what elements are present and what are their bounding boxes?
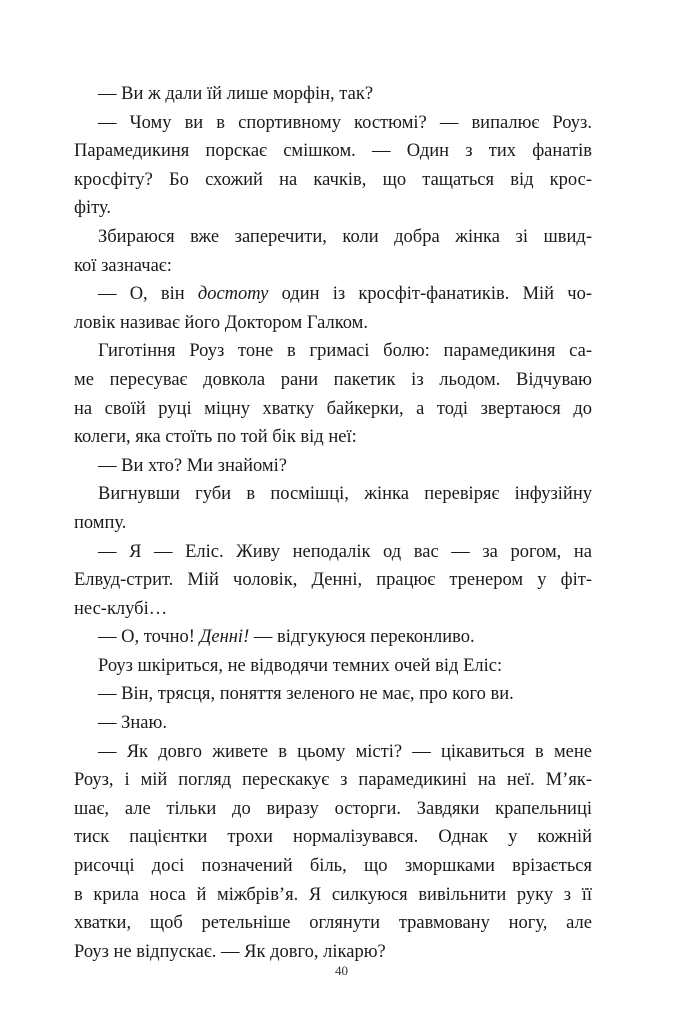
text-segment: — Чому ви в спортивному костюмі? — випалює Роуз.	[98, 112, 592, 133]
text-line	[74, 395, 592, 424]
text-segment: Елвуд-стрит. Мій чоловік, Денні, працює тренером у фіт-	[74, 570, 592, 591]
text-segment: — відгукуюся переконливо.	[249, 627, 475, 648]
text-segment: — Я — Еліс. Живу неподалік од вас — за рогом, на	[98, 541, 592, 562]
text-line	[74, 452, 592, 481]
text-line	[74, 795, 592, 824]
text-line	[74, 881, 592, 910]
text-line	[74, 337, 592, 366]
text-line	[74, 280, 592, 309]
text-line	[74, 137, 592, 166]
text-line	[74, 909, 592, 938]
text-segment: — О, точно!	[98, 627, 200, 648]
text-segment: Роуз не відпускає. — Як довго, лікарю?	[74, 941, 386, 962]
text-segment: Вигнувши губи в посмішці, жінка перевіряє інфузійну	[98, 484, 592, 505]
text-line	[74, 509, 592, 538]
text-line	[74, 566, 592, 595]
text-line	[74, 366, 592, 395]
text-line	[74, 194, 592, 223]
text-line	[74, 738, 592, 767]
text-line	[74, 680, 592, 709]
text-segment: Збираюся вже заперечити, коли добра жінка зі швид-	[98, 226, 592, 247]
text-segment: — Ви ж дали їй лише морфін, так?	[98, 84, 374, 104]
italic-text: Денні!	[199, 627, 250, 648]
text-line	[74, 166, 592, 195]
text-segment: — Як довго живете в цьому місті? — цікавиться в мене	[98, 741, 592, 762]
text-segment: — Ви хто? Ми знайомі?	[98, 455, 287, 476]
text-segment: ловік називає його Доктором Галком.	[74, 312, 369, 333]
text-segment: кої зазначає:	[74, 255, 172, 276]
text-segment: кросфіту? Бо схожий на качків, що тащаться від крос-	[74, 169, 592, 190]
text-segment: нес-клубі…	[74, 598, 168, 619]
text-line	[74, 423, 592, 452]
text-segment: — О, він	[98, 284, 198, 305]
text-segment: на своїй руці міцну хватку байкерки, а тоді звертаюся до	[74, 398, 592, 419]
text-line	[74, 709, 592, 738]
text-segment: ме пересуває довкола рани пакетик із льодом. Відчуваю	[74, 369, 592, 390]
text-segment: — Знаю.	[98, 713, 167, 734]
text-segment: Роуз, і мій погляд перескакує з парамедикині на неї. М’як-	[74, 770, 592, 791]
text-segment: Роуз шкіриться, не відводячи темних очей від Еліс:	[98, 655, 503, 676]
text-line	[74, 309, 592, 338]
text-line	[74, 480, 592, 509]
text-line	[74, 538, 592, 567]
text-segment: — Він, трясця, поняття зеленого не має, про кого ви.	[98, 684, 514, 705]
text-segment: Гиготіння Роуз тоне в гримасі болю: парамедикиня са-	[98, 341, 592, 362]
text-segment: хватки, щоб ретельніше оглянути травмовану ногу, але	[74, 913, 592, 934]
text-segment: фіту.	[74, 198, 111, 219]
text-line	[74, 823, 592, 852]
text-line	[74, 623, 592, 652]
text-segment: один із кросфіт-фанатиків. Мій чо-	[268, 284, 592, 305]
text-segment: Парамедикиня порскає смішком. — Один з тих фанатів	[74, 141, 592, 162]
text-line	[74, 852, 592, 881]
text-segment: шає, але тільки до виразу осторги. Завдяки крапельниці	[74, 798, 592, 819]
text-line	[74, 80, 592, 109]
text-line	[74, 109, 592, 138]
text-segment: тиск пацієнтки трохи нормалізувався. Однак у кожній	[74, 827, 592, 848]
page-number: 40	[335, 963, 348, 978]
text-line	[74, 766, 592, 795]
page-body-text	[74, 80, 592, 966]
text-segment: в крила носа й міжбрів’я. Я силкуюся вивільнити руку з її	[74, 884, 592, 905]
text-segment: колеги, яка стоїть по той бік від неї:	[74, 427, 357, 448]
text-segment: помпу.	[74, 512, 127, 533]
text-line	[74, 223, 592, 252]
italic-text: достоту	[197, 284, 269, 305]
text-line	[74, 595, 592, 624]
text-line	[74, 652, 592, 681]
text-segment: рисочці досі позначений біль, що зморшками врізається	[74, 856, 592, 877]
text-line	[74, 252, 592, 281]
